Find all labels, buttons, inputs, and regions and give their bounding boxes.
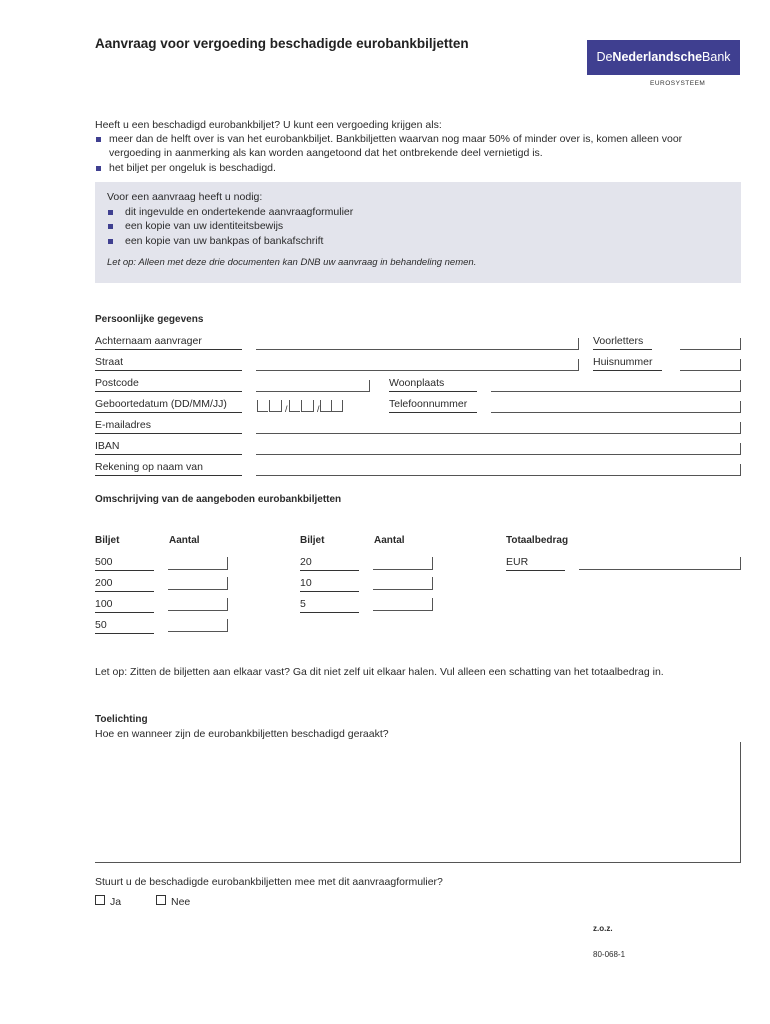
street-label: Straat <box>95 355 242 371</box>
intro-bullet-1-cont: vergoeding in aanmerking als kan worden aangetoond dat het ontbrekende deel vernietigd is. <box>109 147 543 160</box>
email-label: E-mailadres <box>95 418 242 434</box>
count-10-field[interactable] <box>373 577 433 590</box>
no-label: Nee <box>171 896 191 908</box>
col-total: Totaalbedrag <box>506 535 569 546</box>
initials-label: Voorletters <box>593 334 652 350</box>
account-name-label: Rekening op naam van <box>95 460 242 476</box>
count-20-field[interactable] <box>373 557 433 570</box>
send-question: Stuurt u de beschadigde eurobankbiljetten mee met dit aanvraagformulier? <box>95 876 443 888</box>
banknotes-heading: Omschrijving van de aangeboden eurobankbiljetten <box>95 494 342 505</box>
yes-label: Ja <box>110 896 122 908</box>
no-checkbox[interactable] <box>156 895 166 905</box>
requirements-box <box>95 182 741 283</box>
intro-bullet-1: meer dan de helft over is van het eurobankbiljet. Bankbiljetten waarvan nog maar 50% of minder over is, komen alleen voor <box>95 132 745 146</box>
requirement-item: een kopie van uw identiteitsbewijs <box>107 219 727 234</box>
logo-part-bank: Bank <box>702 50 731 64</box>
yes-checkbox[interactable] <box>95 895 105 905</box>
explanation-question: Hoe en wanneer zijn de eurobankbiljetten beschadigd geraakt? <box>95 728 389 740</box>
birthdate-label: Geboortedatum (DD/MM/JJ) <box>95 397 242 413</box>
intro-lead: Heeft u een beschadigd eurobankbiljet? U kunt een vergoeding krijgen als: <box>95 119 442 131</box>
iban-field[interactable] <box>256 443 741 455</box>
housenumber-label: Huisnummer <box>593 355 662 371</box>
personal-heading: Persoonlijke gegevens <box>95 314 204 325</box>
phone-label: Telefoonnummer <box>389 397 477 413</box>
count-5-field[interactable] <box>373 598 433 611</box>
requirement-item: een kopie van uw bankpas of bankafschrift <box>107 234 727 249</box>
denom-5: 5 <box>300 597 359 613</box>
denom-200: 200 <box>95 576 154 592</box>
count-500-field[interactable] <box>168 557 228 570</box>
housenumber-field[interactable] <box>680 359 741 371</box>
count-100-field[interactable] <box>168 598 228 611</box>
denom-500: 500 <box>95 555 154 571</box>
surname-label: Achternaam aanvrager <box>95 334 242 350</box>
initials-field[interactable] <box>680 338 741 350</box>
requirements-lead: Voor een aanvraag heeft u nodig: <box>107 191 263 203</box>
explanation-heading: Toelichting <box>95 714 148 725</box>
explanation-textarea[interactable] <box>95 742 741 863</box>
col-aantal-left: Aantal <box>169 535 200 546</box>
iban-label: IBAN <box>95 439 242 455</box>
denom-50: 50 <box>95 618 154 634</box>
col-aantal-right: Aantal <box>374 535 405 546</box>
zoz-note: z.o.z. <box>593 924 613 933</box>
logo-part-de: De <box>596 50 613 64</box>
postcode-field[interactable] <box>256 380 370 392</box>
intro-text <box>95 118 745 175</box>
denom-20: 20 <box>300 555 359 571</box>
banknotes-warning: Let op: Zitten de biljetten aan elkaar vast? Ga dit niet zelf uit elkaar halen. Vul alleen een schatting van het totaalbedrag in. <box>95 666 664 678</box>
street-field[interactable] <box>256 359 579 371</box>
dnb-logo <box>587 40 740 75</box>
email-field[interactable] <box>256 422 741 434</box>
surname-field[interactable] <box>256 338 579 350</box>
logo-subtitle: EUROSYSTEEM <box>650 80 706 87</box>
logo-part-nederlandsche: Nederlandsche <box>612 50 703 64</box>
denom-10: 10 <box>300 576 359 592</box>
city-label: Woonplaats <box>389 376 477 392</box>
requirement-item: dit ingevulde en ondertekende aanvraagformulier <box>107 205 727 220</box>
postcode-label: Postcode <box>95 376 242 392</box>
total-amount-field[interactable] <box>579 557 741 570</box>
page-title: Aanvraag voor vergoeding beschadigde eurobankbiljetten <box>95 36 469 51</box>
form-code: 80-068-1 <box>593 950 626 959</box>
phone-field[interactable] <box>491 401 741 413</box>
col-biljet-right: Biljet <box>300 535 325 546</box>
account-name-field[interactable] <box>256 464 741 476</box>
denom-100: 100 <box>95 597 154 613</box>
currency-label: EUR <box>506 555 565 571</box>
count-200-field[interactable] <box>168 577 228 590</box>
requirements-note: Let op: Alleen met deze drie documenten kan DNB uw aanvraag in behandeling nemen. <box>107 257 477 268</box>
city-field[interactable] <box>491 380 741 392</box>
intro-bullet-2: het biljet per ongeluk is beschadigd. <box>95 161 745 175</box>
count-50-field[interactable] <box>168 619 228 632</box>
col-biljet-left: Biljet <box>95 535 120 546</box>
